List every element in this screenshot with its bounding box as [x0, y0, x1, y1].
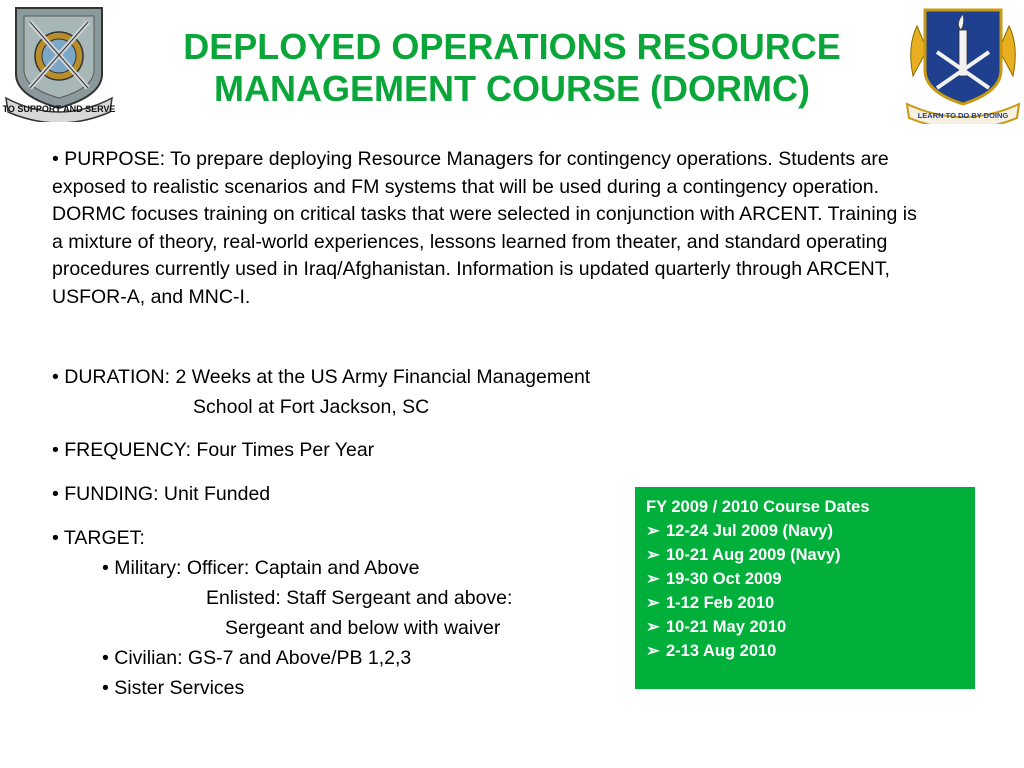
- arrow-bullet-icon: ➢: [646, 618, 660, 636]
- arrow-bullet-icon: ➢: [646, 546, 660, 564]
- course-date-item: [646, 567, 975, 591]
- course-date-text: 2-13 Aug 2010: [666, 642, 777, 660]
- funding-item: • FUNDING: Unit Funded: [52, 483, 271, 505]
- purpose-paragraph: [52, 146, 932, 311]
- target-military: • Military: Officer: Captain and Above: [102, 557, 420, 579]
- course-date-item: [646, 543, 975, 567]
- duration-line-2: School at Fort Jackson, SC: [193, 396, 430, 418]
- page-title: [120, 26, 904, 110]
- arrow-bullet-icon: ➢: [646, 522, 660, 540]
- target-enlisted: Enlisted: Staff Sergeant and above:: [206, 587, 513, 609]
- title-line-1: DEPLOYED OPERATIONS RESOURCE: [183, 26, 841, 67]
- arrow-bullet-icon: ➢: [646, 570, 660, 588]
- title-line-2: MANAGEMENT COURSE (DORMC): [214, 68, 810, 109]
- course-date-item: [646, 639, 975, 663]
- right-crest-motto: LEARN TO DO BY DOING: [917, 111, 1009, 120]
- course-date-text: 10-21 Aug 2009 (Navy): [666, 546, 841, 564]
- left-crest-logo: [2, 4, 116, 122]
- left-crest-motto: TO SUPPORT AND SERVE: [2, 104, 116, 114]
- course-date-item: [646, 591, 975, 615]
- arrow-bullet-icon: ➢: [646, 594, 660, 612]
- course-date-item: [646, 519, 975, 543]
- course-dates-heading: FY 2009 / 2010 Course Dates: [646, 498, 870, 516]
- target-item: • TARGET:: [52, 527, 145, 549]
- duration-line-1: • DURATION: 2 Weeks at the US Army Financial Management: [52, 366, 591, 388]
- target-sister-services: • Sister Services: [102, 677, 245, 699]
- right-crest-logo: [903, 6, 1023, 124]
- course-date-text: 12-24 Jul 2009 (Navy): [666, 522, 833, 540]
- target-sergeant: Sergeant and below with waiver: [225, 617, 501, 639]
- target-civilian: • Civilian: GS-7 and Above/PB 1,2,3: [102, 647, 412, 669]
- course-date-text: 19-30 Oct 2009: [666, 570, 782, 588]
- arrow-bullet-icon: ➢: [646, 642, 660, 660]
- course-date-item: [646, 615, 975, 639]
- purpose-text: • PURPOSE: To prepare deploying Resource Managers for contingency operations. Students are exposed to realistic scenarios and FM systems that will be used during a contingency operation. DORMC focuses training on critical tasks that were selected in conjunction with ARCENT. Training is a mixture of theory, real-world experiences, lessons learned from theater, and standard operating procedures currently used in Iraq/Afghanistan. Information is updated quarterly through ARCENT, USFOR-A, and MNC-I.: [52, 148, 917, 308]
- course-date-text: 1-12 Feb 2010: [666, 594, 775, 612]
- course-dates-box: [635, 487, 975, 689]
- frequency-item: • FREQUENCY: Four Times Per Year: [52, 439, 375, 461]
- course-date-text: 10-21 May 2010: [666, 618, 787, 636]
